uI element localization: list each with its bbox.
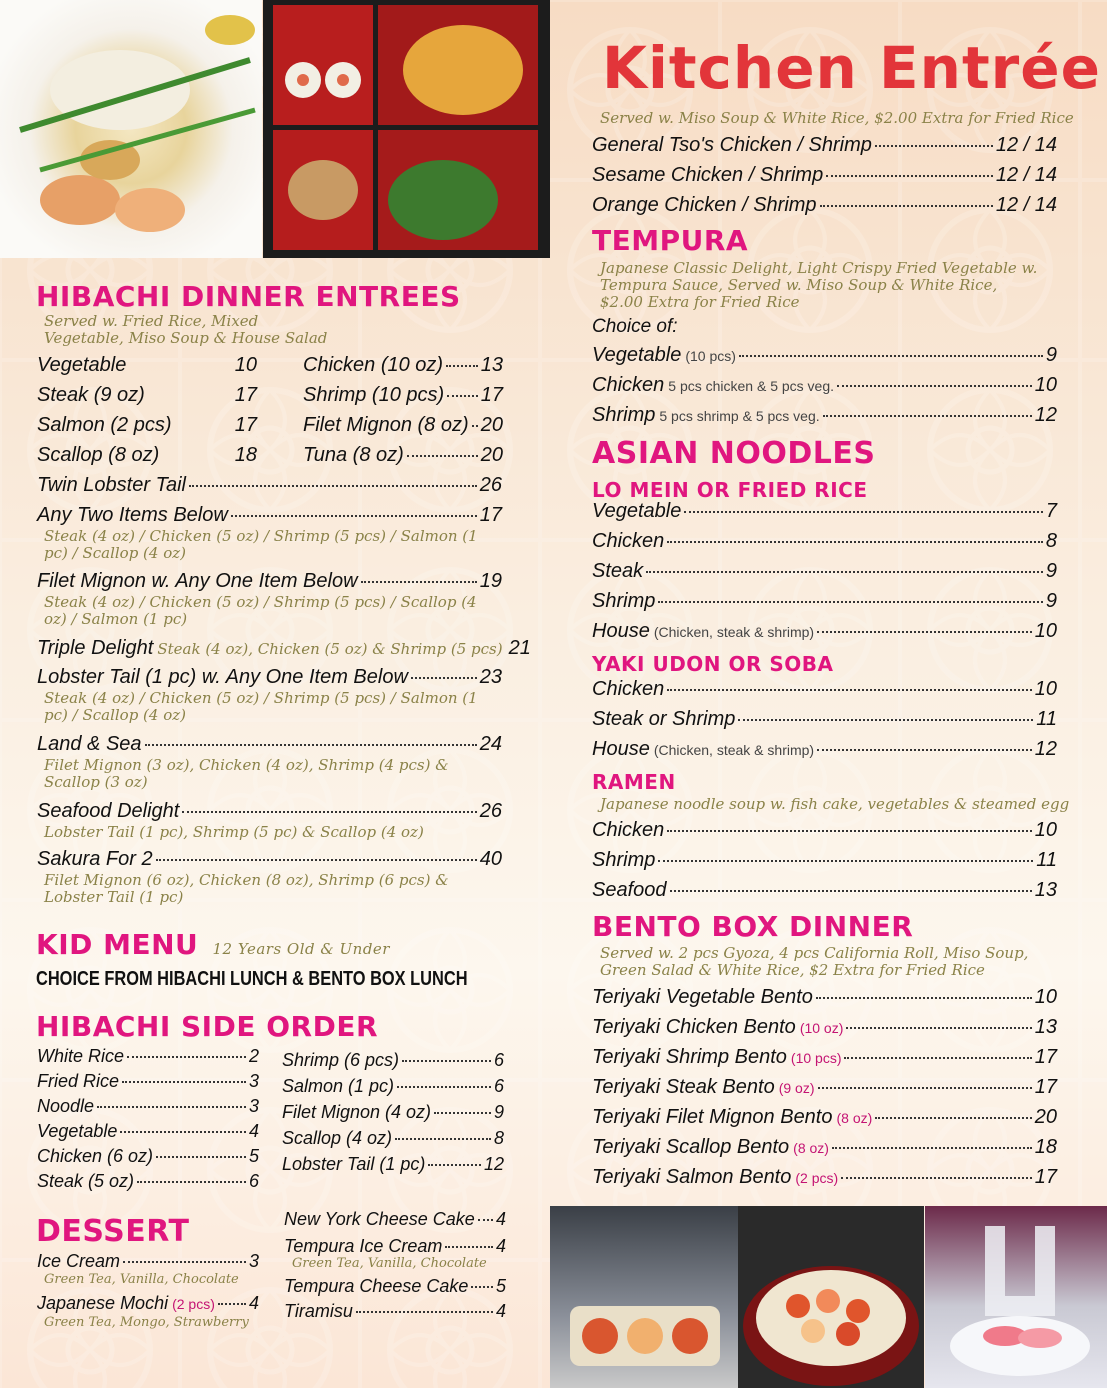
leader-dots — [832, 1147, 1032, 1149]
item-name: Steak (5 oz) — [37, 1171, 135, 1191]
item-name: Japanese Mochi — [37, 1293, 169, 1313]
item-price: 8 — [493, 1128, 504, 1148]
leader-dots — [447, 395, 478, 397]
item-price: 4 — [248, 1293, 259, 1313]
leader-dots — [818, 1087, 1032, 1089]
item-name: Seafood Delight — [37, 800, 180, 822]
item-note: Steak (4 oz) / Chicken (5 oz) / Shrimp (5 pcs) / Scallop (4 oz) / Salmon (1 pc) — [44, 593, 477, 628]
item-name: Chicken (10 oz) — [303, 354, 444, 376]
bento-title: BENTO BOX DINNER — [592, 910, 914, 943]
item-name: Teriyaki Vegetable Bento — [592, 986, 813, 1008]
item-name: Chicken — [592, 678, 665, 700]
item-name: Fried Rice — [37, 1071, 120, 1091]
yaki-udon-item — [592, 678, 1057, 701]
bento-item — [592, 1046, 1057, 1069]
item-note: Steak (4 oz) / Chicken (5 oz) / Shrimp (5 pcs) / Salmon (1 pc) / Scallop (4 oz) — [44, 527, 478, 562]
leader-dots — [658, 601, 1043, 603]
leader-dots — [428, 1164, 481, 1166]
lo-mein-item — [592, 620, 1057, 643]
item-price: 24 — [479, 733, 502, 755]
item-price: 9 — [1045, 344, 1057, 366]
ramen-note: Japanese noodle soup w. fish cake, vegetables & steamed egg — [600, 795, 1070, 813]
item-price: 12 — [483, 1154, 504, 1174]
item-name: Teriyaki Steak Bento — [592, 1076, 775, 1098]
leader-dots — [817, 631, 1032, 633]
item-name: Lobster Tail (1 pc) w. Any One Item Below — [37, 666, 408, 688]
item-name: Sakura For 2 — [37, 848, 153, 870]
hibachi-item — [303, 414, 503, 437]
hibachi-special-triple — [37, 637, 531, 660]
item-name: Shrimp (6 pcs) — [282, 1050, 400, 1070]
item-name: Steak — [592, 560, 644, 582]
leader-dots — [231, 515, 477, 517]
dessert-item — [37, 1251, 259, 1272]
item-name: Tuna (8 oz) — [303, 444, 404, 466]
item-name: Vegetable — [37, 354, 127, 376]
leader-dots — [817, 749, 1032, 751]
item-price: 4 — [495, 1236, 506, 1256]
item-price: 9 — [493, 1102, 504, 1122]
kitchen-entree-note: Served w. Miso Soup & White Rice, $2.00 Extra for Fried Rice — [600, 109, 1074, 127]
ramen-item — [592, 819, 1057, 842]
item-price: 40 — [479, 848, 502, 870]
leader-dots — [402, 1060, 491, 1062]
item-name: Teriyaki Filet Mignon Bento — [592, 1106, 833, 1128]
item-price: 12 / 14 — [995, 134, 1057, 156]
seafood-photo — [0, 0, 262, 258]
item-name: New York Cheese Cake — [284, 1209, 475, 1229]
item-name: Ice Cream — [37, 1251, 121, 1271]
kitchen-entree-title: Kitchen Entrée — [602, 34, 1101, 102]
item-price: 20 — [480, 414, 503, 436]
item-price: 11 — [1036, 849, 1057, 871]
hibachi-note: Served w. Fried Rice, Mixed Vegetable, Miso Soup & House Salad — [44, 312, 328, 347]
side-item — [37, 1046, 259, 1067]
bento-note: Served w. 2 pcs Gyoza, 4 pcs California Roll, Miso Soup, Green Salad & White Rice, $2 Extra for Fried Rice — [600, 944, 1029, 979]
item-extra: (8 oz) — [793, 1140, 829, 1156]
item-price: 9 — [1045, 560, 1057, 582]
kid-menu-title: KID MENU 12 Years Old & Under — [36, 928, 390, 961]
item-price: 17 — [234, 384, 257, 406]
bento-item — [592, 1016, 1057, 1039]
leader-dots — [97, 1106, 246, 1108]
leader-dots — [478, 1219, 493, 1221]
item-extra: (8 oz) — [836, 1110, 873, 1126]
leader-dots — [218, 1303, 246, 1305]
item-price: 20 — [1034, 1106, 1057, 1128]
item-name: General Tso's Chicken / Shrimp — [592, 134, 872, 156]
item-name: Teriyaki Chicken Bento — [592, 1016, 796, 1038]
lo-mein-title: LO MEIN OR FRIED RICE — [592, 478, 868, 502]
item-price: 3 — [248, 1251, 259, 1271]
hibachi-item — [37, 414, 257, 437]
side-item — [37, 1121, 259, 1142]
item-name: Shrimp (10 pcs) — [303, 384, 445, 406]
item-name: House — [592, 620, 650, 642]
tempura-item — [592, 344, 1057, 367]
item-note: Filet Mignon (3 oz), Chicken (4 oz), Shrimp (4 pcs) & Scallop (3 oz) — [44, 756, 449, 791]
item-name: Salmon (2 pcs) — [37, 414, 172, 436]
item-name: Chicken — [592, 530, 665, 552]
item-price: 10 — [1034, 986, 1057, 1008]
item-price: 26 — [479, 800, 502, 822]
item-price: 12 / 14 — [995, 164, 1057, 186]
hibachi-special — [37, 848, 502, 871]
item-price: 3 — [248, 1096, 259, 1116]
leader-dots — [411, 677, 477, 679]
leader-dots — [120, 1131, 246, 1133]
leader-dots — [837, 385, 1032, 387]
leader-dots — [846, 1027, 1031, 1029]
item-name: Filet Mignon (8 oz) — [303, 414, 469, 436]
item-price: 6 — [493, 1050, 504, 1070]
bento-box-photo — [263, 0, 550, 258]
item-price: 6 — [248, 1171, 259, 1191]
hibachi-item — [303, 444, 503, 467]
item-price: 3 — [248, 1071, 259, 1091]
item-note: Green Tea, Vanilla, Chocolate — [292, 1256, 487, 1271]
leader-dots — [684, 511, 1043, 513]
item-name: Filet Mignon w. Any One Item Below — [37, 570, 358, 592]
item-note: Filet Mignon (6 oz), Chicken (8 oz), Shrimp (6 pcs) & Lobster Tail (1 pc) — [44, 871, 449, 906]
sushi-rolls-photo — [550, 1206, 738, 1388]
dessert-item — [284, 1276, 506, 1297]
item-price: 12 — [1034, 738, 1057, 760]
item-name: Noodle — [37, 1096, 95, 1116]
item-name: Land & Sea — [37, 733, 142, 755]
hibachi-item — [37, 384, 257, 407]
item-name: Tempura Ice Cream — [284, 1236, 443, 1256]
item-price: 26 — [479, 474, 502, 496]
hibachi-item — [303, 384, 503, 407]
item-price: 10 — [1034, 620, 1057, 642]
hibachi-special — [37, 474, 502, 497]
leader-dots — [738, 719, 1033, 721]
item-name: House — [592, 738, 650, 760]
leader-dots — [395, 1138, 491, 1140]
item-price: 10 — [1034, 678, 1057, 700]
item-note: Green Tea, Vanilla, Chocolate — [44, 1272, 239, 1287]
item-name: Steak or Shrimp — [592, 708, 736, 730]
leader-dots — [123, 1261, 246, 1263]
item-name: Twin Lobster Tail — [37, 474, 186, 496]
leader-dots — [658, 860, 1033, 862]
leader-dots — [820, 205, 993, 207]
item-name: Vegetable — [592, 500, 682, 522]
leader-dots — [472, 425, 478, 427]
side-item — [282, 1050, 504, 1071]
item-extra: (Chicken, steak & shrimp) — [653, 742, 815, 758]
lo-mein-item — [592, 530, 1057, 553]
leader-dots — [646, 571, 1043, 573]
item-price: 17 — [480, 384, 503, 406]
hibachi-special — [37, 800, 502, 823]
leader-dots — [156, 1156, 246, 1158]
item-name: Chicken (6 oz) — [37, 1146, 154, 1166]
dessert-item — [284, 1209, 506, 1230]
leader-dots — [875, 145, 993, 147]
item-price: 23 — [479, 666, 502, 688]
item-price: 20 — [480, 444, 503, 466]
hibachi-title: HIBACHI DINNER ENTREES — [36, 280, 461, 313]
item-name: Vegetable — [592, 344, 682, 366]
leader-dots — [667, 541, 1043, 543]
item-note: Green Tea, Mongo, Strawberry — [44, 1315, 249, 1330]
leader-dots — [434, 1112, 491, 1114]
item-price: 5 — [248, 1146, 259, 1166]
item-price: 2 — [248, 1046, 259, 1066]
item-extra: (10 pcs) — [790, 1050, 842, 1066]
leader-dots — [667, 830, 1031, 832]
item-name: Shrimp — [592, 849, 656, 871]
item-note: Steak (4 oz) / Chicken (5 oz) / Shrimp (5 pcs) / Salmon (1 pc) / Scallop (4 oz) — [44, 689, 478, 724]
side-item — [282, 1102, 504, 1123]
yaki-udon-item — [592, 738, 1057, 761]
leader-dots — [445, 1246, 493, 1248]
item-name: Teriyaki Salmon Bento — [592, 1166, 792, 1188]
side-item — [282, 1154, 504, 1175]
lo-mein-item — [592, 560, 1057, 583]
leader-dots — [145, 744, 477, 746]
item-extra: (10 pcs) — [685, 348, 736, 364]
bento-item — [592, 1136, 1057, 1159]
leader-dots — [189, 485, 477, 487]
item-price: 12 / 14 — [995, 194, 1057, 216]
side-item — [282, 1128, 504, 1149]
side-item — [37, 1071, 259, 1092]
sashimi-photo — [925, 1206, 1107, 1388]
bento-item — [592, 986, 1057, 1009]
item-name: Chicken — [592, 374, 665, 396]
item-price: 17 — [1034, 1046, 1057, 1068]
item-extra: 5 pcs chicken & 5 pcs veg. — [668, 378, 835, 394]
leader-dots — [471, 1286, 493, 1288]
leader-dots — [182, 811, 476, 813]
leader-dots — [361, 581, 477, 583]
item-extra: (10 oz) — [799, 1020, 844, 1036]
leader-dots — [356, 1311, 493, 1313]
item-price: 17 — [234, 414, 257, 436]
item-name: Shrimp — [592, 404, 656, 426]
tempura-title: TEMPURA — [592, 224, 749, 257]
leader-dots — [739, 355, 1043, 357]
bento-item — [592, 1166, 1057, 1189]
bento-item — [592, 1106, 1057, 1129]
leader-dots — [127, 1056, 246, 1058]
tempura-item — [592, 374, 1057, 397]
kid-menu-choice: CHOICE FROM HIBACHI LUNCH & BENTO BOX LUNCH — [36, 968, 468, 990]
leader-dots — [826, 175, 993, 177]
item-name: Seafood — [592, 879, 667, 901]
item-extra: (9 oz) — [778, 1080, 815, 1096]
side-item — [37, 1171, 259, 1192]
item-name: Orange Chicken / Shrimp — [592, 194, 817, 216]
side-item — [282, 1076, 504, 1097]
leader-dots — [156, 859, 477, 861]
item-name: Sesame Chicken / Shrimp — [592, 164, 824, 186]
item-price: 5 — [495, 1276, 506, 1296]
hibachi-special — [37, 504, 502, 527]
kitchen-item — [592, 164, 1057, 187]
hibachi-item — [303, 354, 503, 377]
leader-dots — [122, 1081, 246, 1083]
item-name: Teriyaki Scallop Bento — [592, 1136, 790, 1158]
ramen-item — [592, 879, 1057, 902]
hibachi-special — [37, 666, 502, 689]
side-item — [37, 1146, 259, 1167]
item-extra: (2 pcs) — [172, 1296, 215, 1312]
item-price: 4 — [495, 1209, 506, 1229]
leader-dots — [823, 415, 1032, 417]
item-price: 8 — [1045, 530, 1057, 552]
side-item — [37, 1096, 259, 1117]
side-order-title: HIBACHI SIDE ORDER — [36, 1010, 379, 1043]
leader-dots — [841, 1177, 1032, 1179]
leader-dots — [407, 455, 478, 457]
hibachi-special — [37, 570, 502, 593]
leader-dots — [844, 1057, 1031, 1059]
item-price: 10 — [1034, 374, 1057, 396]
kitchen-item — [592, 134, 1057, 157]
item-name: Chicken — [592, 819, 665, 841]
item-price: 18 — [1034, 1136, 1057, 1158]
item-name: White Rice — [37, 1046, 125, 1066]
bento-item — [592, 1076, 1057, 1099]
item-extra: (2 pcs) — [795, 1170, 839, 1186]
tempura-note: Japanese Classic Delight, Light Crispy Fried Vegetable w. Tempura Sauce, Served w. Miso Soup & White Rice, $2.00 Extra for Fried Rice — [600, 259, 1038, 311]
item-price: 17 — [1034, 1166, 1057, 1188]
item-price: 7 — [1045, 500, 1057, 522]
item-price: 10 — [234, 354, 257, 376]
lo-mein-item — [592, 500, 1057, 523]
item-price: 11 — [1036, 708, 1057, 730]
item-name: Any Two Items Below — [37, 504, 228, 526]
ramen-item — [592, 849, 1057, 872]
dessert-item — [284, 1236, 506, 1257]
item-price: 19 — [479, 570, 502, 592]
dessert-item — [284, 1301, 506, 1322]
item-note: Lobster Tail (1 pc), Shrimp (5 pc) & Scallop (4 oz) — [44, 823, 424, 841]
item-price: 4 — [495, 1301, 506, 1321]
hibachi-item — [37, 354, 257, 377]
leader-dots — [670, 890, 1032, 892]
item-name: Filet Mignon (4 oz) — [282, 1102, 432, 1122]
ramen-title: RAMEN — [592, 770, 676, 794]
item-price: 9 — [1045, 590, 1057, 612]
tempura-item — [592, 404, 1057, 427]
item-price: 12 — [1034, 404, 1057, 426]
item-price: 10 — [1034, 819, 1057, 841]
yaki-udon-title: YAKI UDON OR SOBA — [592, 652, 834, 676]
item-name: Lobster Tail (1 pc) — [282, 1154, 426, 1174]
kid-menu-age: 12 Years Old & Under — [212, 940, 390, 958]
dessert-item — [37, 1293, 259, 1314]
item-price: 21 — [508, 637, 531, 659]
item-price: 4 — [248, 1121, 259, 1141]
item-name: Teriyaki Shrimp Bento — [592, 1046, 787, 1068]
item-extra: 5 pcs shrimp & 5 pcs veg. — [659, 408, 820, 424]
item-price: 18 — [234, 444, 257, 466]
item-name: Scallop (8 oz) — [37, 444, 160, 466]
item-price: 13 — [1034, 1016, 1057, 1038]
leader-dots — [875, 1117, 1031, 1119]
item-name: Salmon (1 pc) — [282, 1076, 395, 1096]
hibachi-special — [37, 733, 502, 756]
leader-dots — [816, 997, 1032, 999]
dessert-title: DESSERT — [36, 1214, 190, 1249]
item-name: Steak (9 oz) — [37, 384, 145, 406]
item-price: 6 — [493, 1076, 504, 1096]
item-price: 17 — [479, 504, 502, 526]
item-name: Triple Delight — [37, 637, 154, 659]
sushi-boat-photo — [738, 1206, 924, 1388]
tempura-choice: Choice of: — [592, 316, 678, 337]
item-name: Scallop (4 oz) — [282, 1128, 393, 1148]
leader-dots — [397, 1086, 491, 1088]
hibachi-item — [37, 444, 257, 467]
asian-noodles-title: ASIAN NOODLES — [592, 436, 876, 471]
item-price: 13 — [1034, 879, 1057, 901]
kitchen-item — [592, 194, 1057, 217]
item-name: Tempura Cheese Cake — [284, 1276, 469, 1296]
item-name: Vegetable — [37, 1121, 118, 1141]
item-name: Tiramisu — [284, 1301, 353, 1321]
yaki-udon-item — [592, 708, 1057, 731]
item-price: 17 — [1034, 1076, 1057, 1098]
lo-mein-item — [592, 590, 1057, 613]
leader-dots — [137, 1181, 246, 1183]
item-detail: Steak (4 oz), Chicken (5 oz) & Shrimp (5 pcs) — [157, 640, 503, 658]
item-name: Shrimp — [592, 590, 656, 612]
leader-dots — [446, 365, 478, 367]
item-extra: (Chicken, steak & shrimp) — [653, 624, 815, 640]
item-price: 13 — [480, 354, 503, 376]
leader-dots — [667, 689, 1031, 691]
